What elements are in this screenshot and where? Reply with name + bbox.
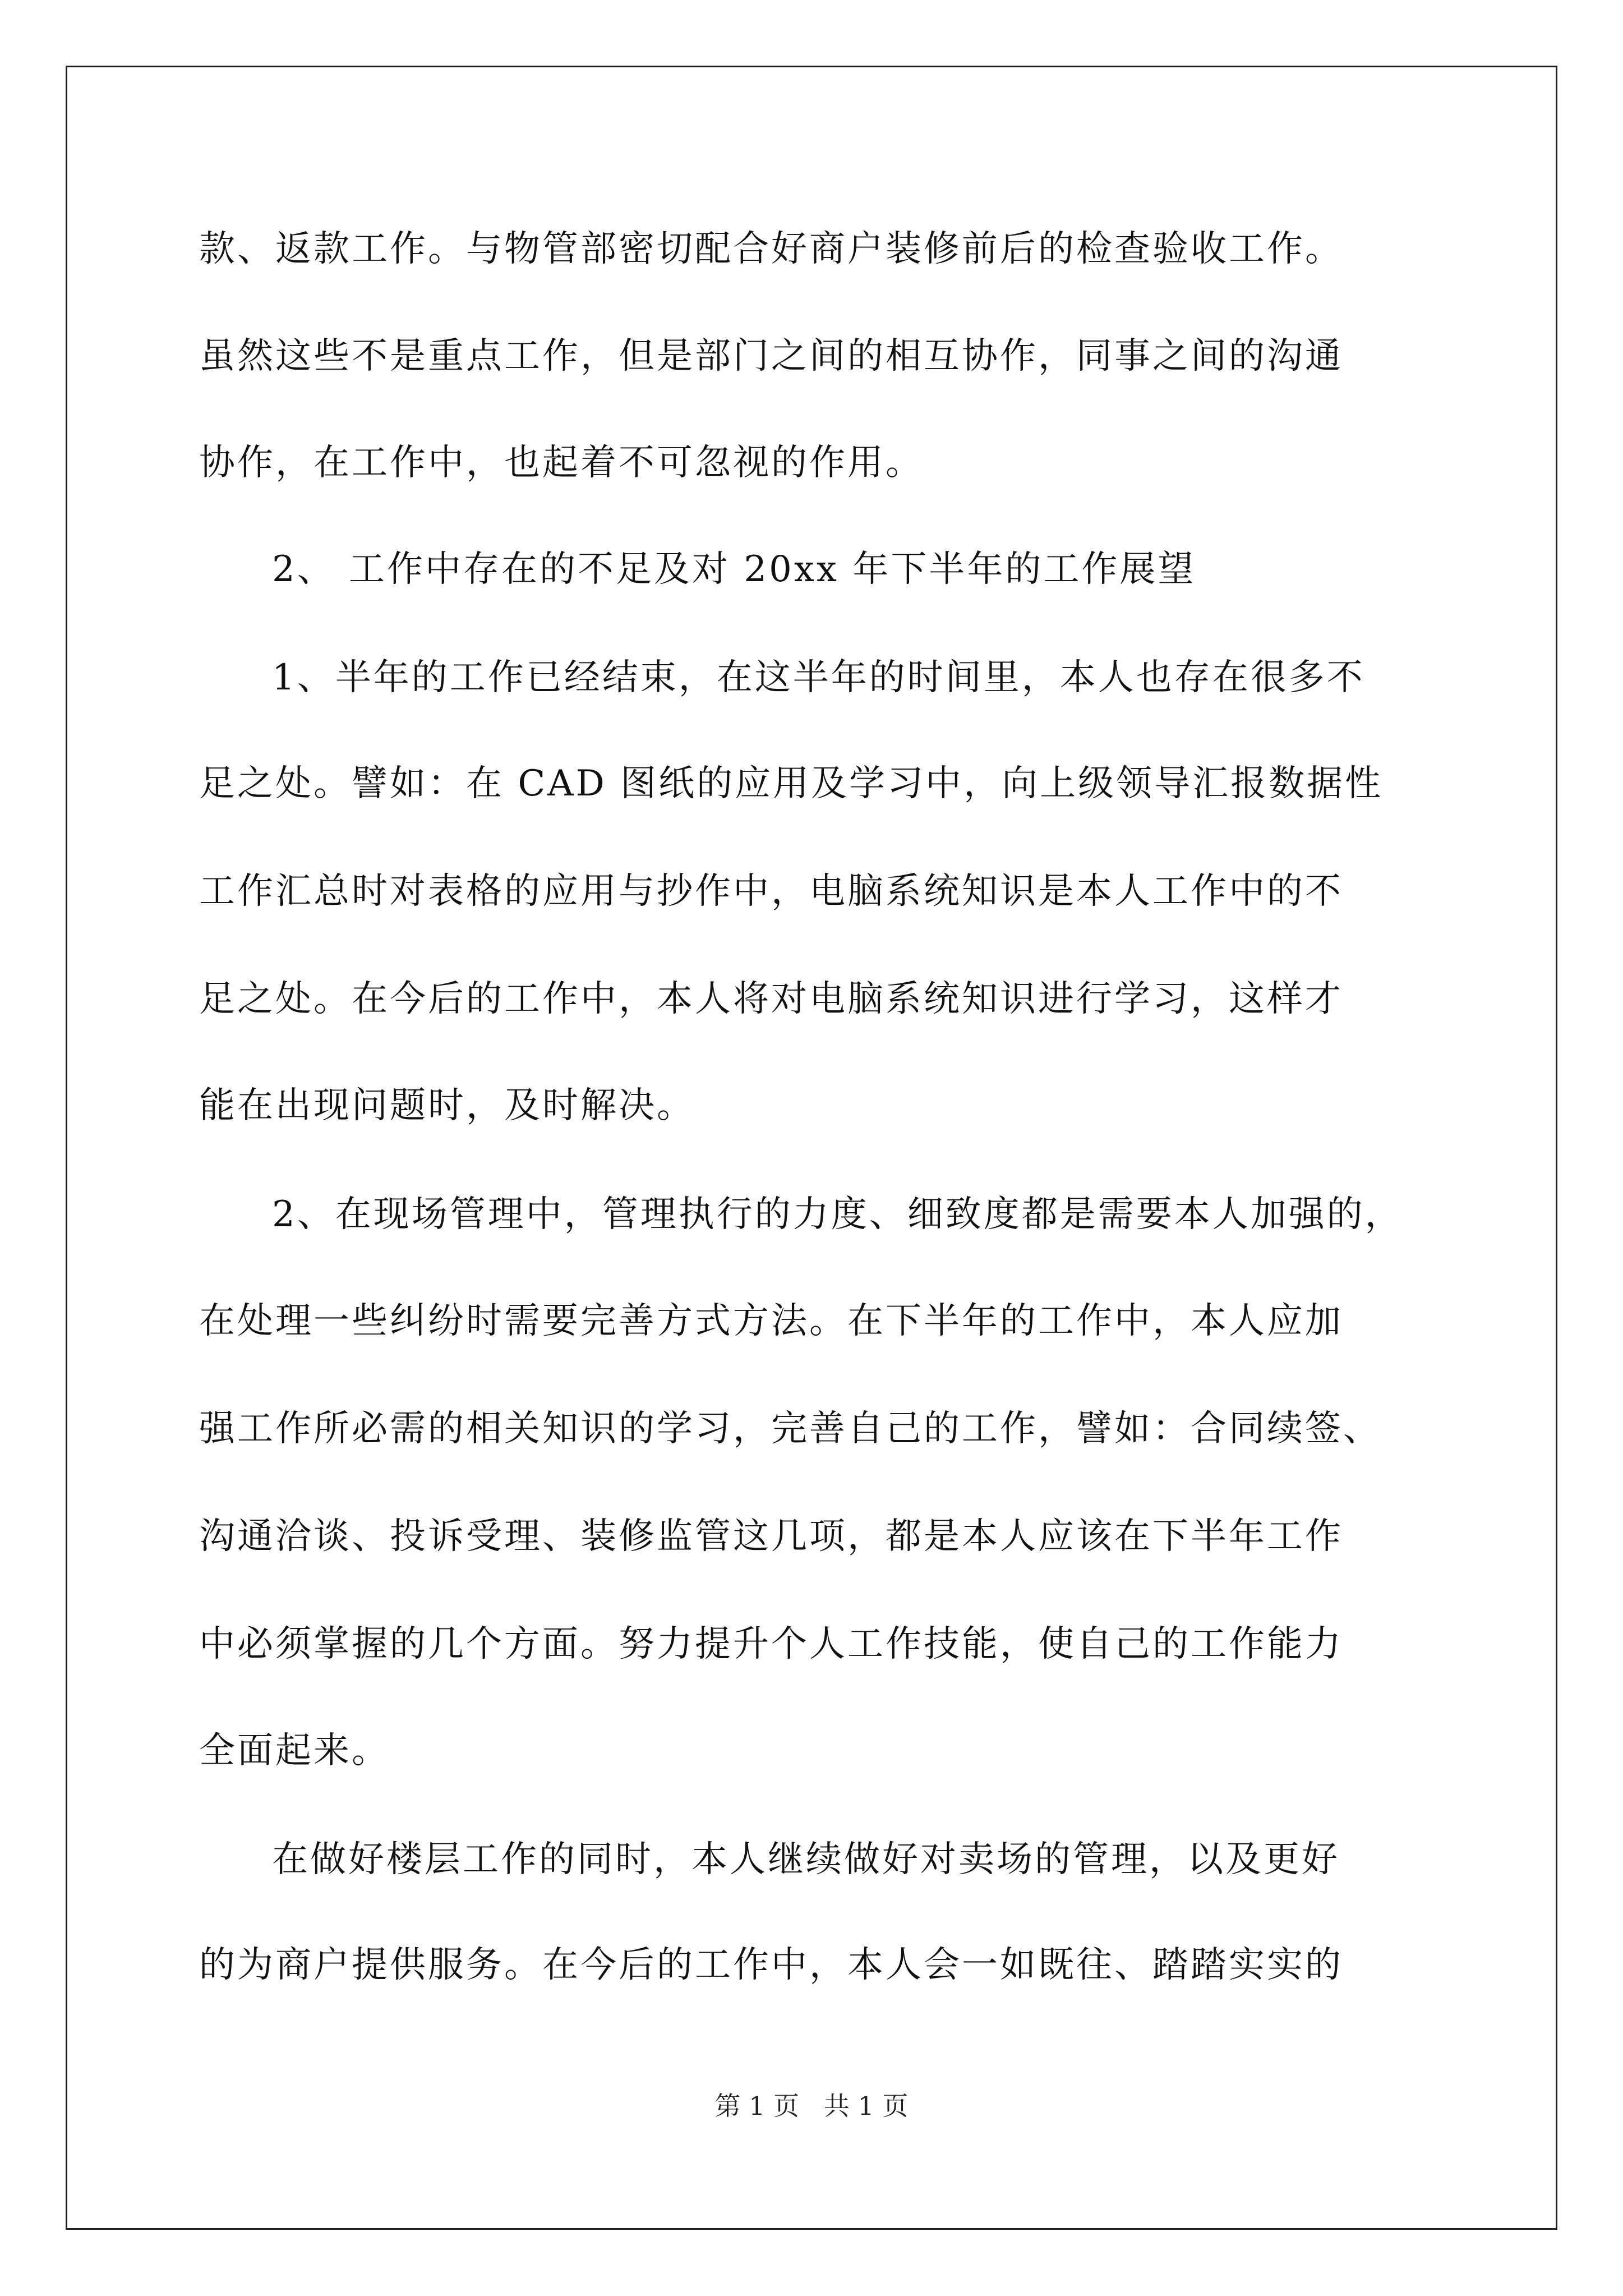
text-line: 能在出现问题时，及时解决。 (199, 1085, 695, 1126)
text-line: 中必须掌握的几个方面。努力提升个人工作技能，使自己的工作能力 (199, 1623, 1343, 1665)
text-line: 的为商户提供服务。在今后的工作中，本人会一如既往、踏踏实实的 (199, 1944, 1343, 1986)
text-line: 在做好楼层工作的同时，本人继续做好对卖场的管理，以及更好 (272, 1839, 1340, 1880)
text-line: 工作汇总时对表格的应用与抄作中，电脑系统知识是本人工作中的不 (199, 871, 1343, 912)
text-line: 足之处。譬如：在 CAD 图纸的应用及学习中，向上级领导汇报数据性 (199, 763, 1384, 804)
text-line: 1、半年的工作已经结束，在这半年的时间里，本人也存在很多不 (272, 657, 1365, 698)
text-line: 足之处。在今后的工作中，本人将对电脑系统知识进行学习，这样才 (199, 978, 1343, 1020)
text-line: 全面起来。 (199, 1730, 390, 1772)
text-line: 款、返款工作。与物管部密切配合好商户装修前后的检查验收工作。 (199, 228, 1343, 270)
text-line: 协作，在工作中，也起着不可忽视的作用。 (199, 442, 924, 484)
text-line: 在处理一些纠纷时需要完善方式方法。在下半年的工作中，本人应加 (199, 1300, 1343, 1342)
section-heading: 2、 工作中存在的不足及对 20xx 年下半年的工作展望 (272, 549, 1196, 590)
text-line: 沟通洽谈、投诉受理、装修监管这几项，都是本人应该在下半年工作 (199, 1516, 1343, 1557)
page-number: 第 1 页 共 1 页 (714, 2091, 909, 2121)
page-border (66, 66, 1557, 2230)
text-line: 2、在现场管理中，管理执行的力度、细致度都是需要本人加强的， (272, 1194, 1403, 1235)
text-line: 虽然这些不是重点工作，但是部门之间的相互协作，同事之间的沟通 (199, 335, 1343, 377)
text-line: 强工作所必需的相关知识的学习，完善自己的工作，譬如：合同续签、 (199, 1408, 1381, 1450)
